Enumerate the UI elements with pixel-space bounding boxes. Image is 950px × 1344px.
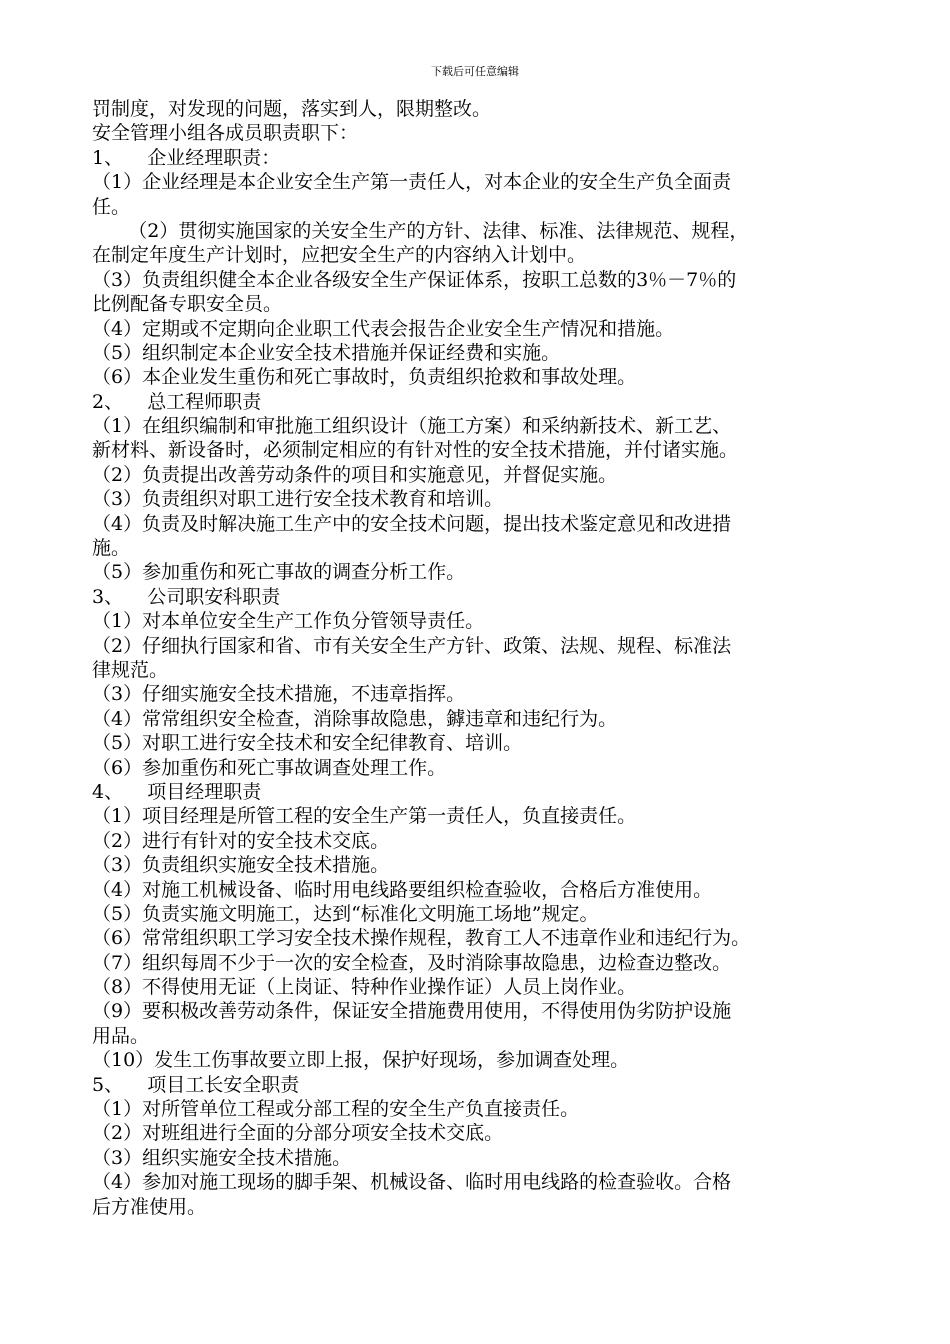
text-line: （1）对本单位安全生产工作负分管领导责任。 <box>92 610 485 633</box>
text-line: （3）组织实施安全技术措施。 <box>92 1146 352 1169</box>
text-line: （4）负责及时解决施工生产中的安全技术问题，提出技术鉴定意见和改进措 <box>92 512 732 535</box>
text-line: 5、 项目工长安全职责 <box>92 1073 300 1096</box>
text-line: （8）不得使用无证（上岗证、特种作业操作证）人员上岗作业。 <box>92 976 637 999</box>
text-line: 施。 <box>92 537 131 560</box>
document-body <box>92 97 862 1219</box>
text-line: 任。 <box>92 195 131 218</box>
header-note: 下载后可任意编辑 <box>431 65 519 78</box>
text-line: （5）对职工进行安全技术和安全纪律教育、培训。 <box>92 732 523 755</box>
text-line: 后方准使用。 <box>92 1195 207 1218</box>
text-line: （2）贯彻实施国家的关安全生产的方针、法律、标准、法律规范、规程， <box>92 219 749 242</box>
text-line: 4、 项目经理职责 <box>92 780 262 803</box>
text-line: （9）要积极改善劳动条件，保证安全措施费用使用，不得使用伪劣防护设施 <box>92 1000 732 1023</box>
text-line: （4）常常组织安全检查，消除事故隐患，鏬违章和违纪行为。 <box>92 707 618 730</box>
text-line: （1）企业经理是本企业安全生产第一责任人，对本企业的安全生产负全面责 <box>92 171 732 194</box>
text-line: 新材料、新设备时，必须制定相应的有针对性的安全技术措施，并付诸实施。 <box>92 439 739 462</box>
text-line: 2、 总工程师职责 <box>92 390 262 413</box>
text-line: （1）在组织编制和审批施工组织设计（施工方案）和采纳新技术、新工艺、 <box>92 415 732 438</box>
text-line: （2）对班组进行全面的分部分项安全技术交底。 <box>92 1122 504 1145</box>
text-line: （5）负责实施文明施工，达到“标准化文明施工场地”规定。 <box>92 902 599 925</box>
text-line: （10）发生工伤事故要立即上报，保护好现场，参加调查处理。 <box>92 1049 630 1072</box>
text-line: （3）负责组织对职工进行安全技术教育和培训。 <box>92 488 504 511</box>
text-line: （2）负责提出改善劳动条件的项目和实施意见，并督促实施。 <box>92 463 618 486</box>
text-line: （2）进行有针对的安全技术交底。 <box>92 829 390 852</box>
text-line: （6）参加重伤和死亡事故调查处理工作。 <box>92 756 447 779</box>
text-line: 用品。 <box>92 1024 150 1047</box>
text-line: （4）参加对施工现场的脚手架、机械设备、临时用电线路的检查验收。合格 <box>92 1171 732 1194</box>
text-line: 安全管理小组各成员职责职下： <box>92 122 359 145</box>
text-line: （7）组织每周不少于一次的安全检查，及时消除事故隐患，边检查边整改。 <box>92 951 732 974</box>
text-line: （6）本企业发生重伤和死亡事故时，负责组织抢救和事故处理。 <box>92 366 637 389</box>
text-line: 1、 企业经理职责： <box>92 146 281 169</box>
text-line: （5）参加重伤和死亡事故的调查分析工作。 <box>92 561 466 584</box>
text-line: 3、 公司职安科职责 <box>92 585 281 608</box>
text-line: （5）组织制定本企业安全技术措施并保证经费和实施。 <box>92 341 561 364</box>
text-line: 比例配备专职安全员。 <box>92 293 283 316</box>
text-line: 律规范。 <box>92 658 169 681</box>
text-line: （3）仔细实施安全技术措施，不违章指挥。 <box>92 683 466 706</box>
text-line: （6）常常组织职工学习安全技术操作规程，教育工人不违章作业和违纪行为。 <box>92 927 751 950</box>
text-line: （1）项目经理是所管工程的安全生产第一责任人，负直接责任。 <box>92 805 637 828</box>
text-line: （3）负责组织健全本企业各级安全生产保证体系，按职工总数的3％－7％的 <box>92 268 737 291</box>
text-line: （1）对所管单位工程或分部工程的安全生产负直接责任。 <box>92 1098 580 1121</box>
text-line: （4）定期或不定期向企业职工代表会报告企业安全生产情况和措施。 <box>92 317 675 340</box>
text-line: （3）负责组织实施安全技术措施。 <box>92 854 390 877</box>
text-line: （2）仔细执行国家和省、市有关安全生产方针、政策、法规、规程、标准法 <box>92 634 732 657</box>
text-line: 在制定年度生产计划时，应把安全生产的内容纳入计划中。 <box>92 244 587 267</box>
text-line: 罚制度，对发现的问题，落实到人，限期整改。 <box>92 98 492 120</box>
text-line: （4）对施工机械设备、临时用电线路要组织检查验收，合格后方准使用。 <box>92 878 713 901</box>
